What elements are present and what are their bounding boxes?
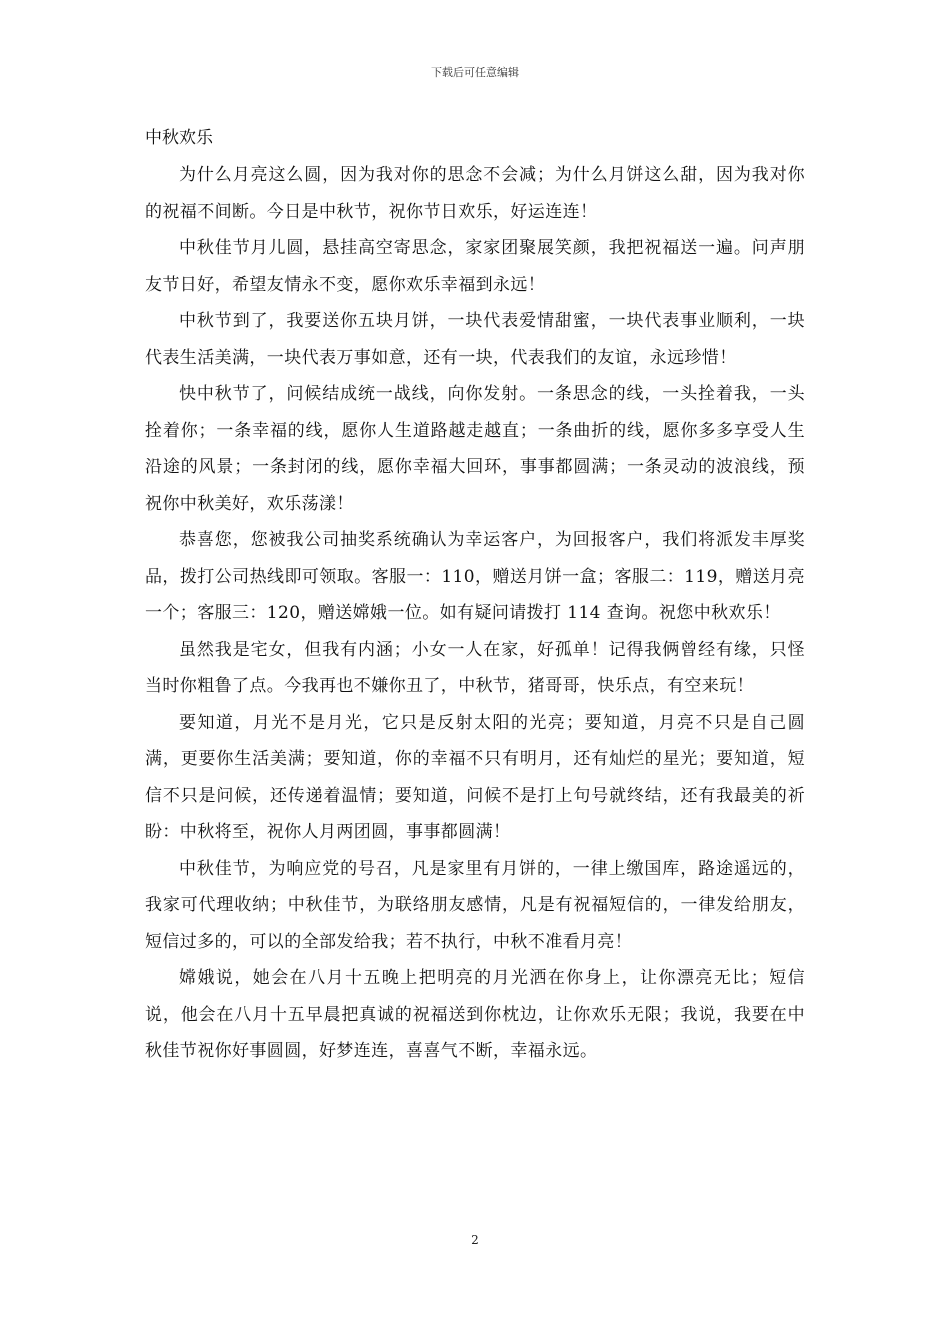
paragraph: 中秋佳节，为响应党的号召，凡是家里有月饼的，一律上缴国库，路途遥远的，我家可代理收纳；中秋佳节，为联络朋友感情，凡是有祝福短信的，一律发给朋友，短信过多的，可以的全部发给我；若不执行，中秋不准看月亮！	[145, 858, 805, 952]
paragraph: 中秋佳节月儿圆，悬挂高空寄思念，家家团聚展笑颜，我把祝福送一遍。问声朋友节日好，希望友情永不变，愿你欢乐幸福到永远！	[145, 238, 805, 295]
page-header: 下载后可任意编辑	[431, 66, 519, 79]
paragraph: 虽然我是宅女，但我有内涵；小女一人在家，好孤单！记得我俩曾经有缘，只怪当时你粗鲁了点。今我再也不嫌你丑了，中秋节，猪哥哥，快乐点，有空来玩！	[145, 639, 805, 696]
paragraph: 嫦娥说，她会在八月十五晚上把明亮的月光洒在你身上，让你漂亮无比；短信说，他会在八月十五早晨把真诚的祝福送到你枕边，让你欢乐无限；我说，我要在中秋佳节祝你好事圆圆，好梦连连，喜喜气不断，幸福永远。	[145, 968, 805, 1061]
paragraph: 恭喜您，您被我公司抽奖系统确认为幸运客户，为回报客户，我们将派发丰厚奖品，拨打公司热线即可领取。客服一：110，赠送月饼一盒；客服二：119，赠送月亮一个；客服三：120，赠送嫦娥一位。如有疑问请拨打 114 查询。祝您中秋欢乐！	[145, 530, 805, 623]
paragraph: 快中秋节了，问候结成统一战线，向你发射。一条思念的线，一头拴着我，一头拴着你；一条幸福的线，愿你人生道路越走越直；一条曲折的线，愿你多多享受人生沿途的风景；一条封闭的线，愿你幸福大回环，事事都圆满；一条灵动的波浪线，预祝你中秋美好，欢乐荡漾！	[145, 384, 805, 514]
document-body	[145, 120, 805, 1070]
paragraph: 中秋节到了，我要送你五块月饼，一块代表爱情甜蜜，一块代表事业顺利，一块代表生活美满，一块代表万事如意，还有一块，代表我们的友谊，永远珍惜！	[145, 311, 805, 368]
paragraph: 要知道，月光不是月光，它只是反射太阳的光亮；要知道，月亮不只是自己圆满，更要你生活美满；要知道，你的幸福不只有明月，还有灿烂的星光；要知道，短信不只是问候，还传递着温情；要知道，问候不是打上句号就终结，还有我最美的祈盼：中秋将至，祝你人月两团圆，事事都圆满！	[145, 712, 805, 842]
document-title: 中秋欢乐	[145, 128, 213, 148]
page-number: 2	[471, 1233, 479, 1247]
paragraph: 为什么月亮这么圆，因为我对你的思念不会减；为什么月饼这么甜，因为我对你的祝福不间断。今日是中秋节，祝你节日欢乐，好运连连！	[145, 165, 805, 222]
